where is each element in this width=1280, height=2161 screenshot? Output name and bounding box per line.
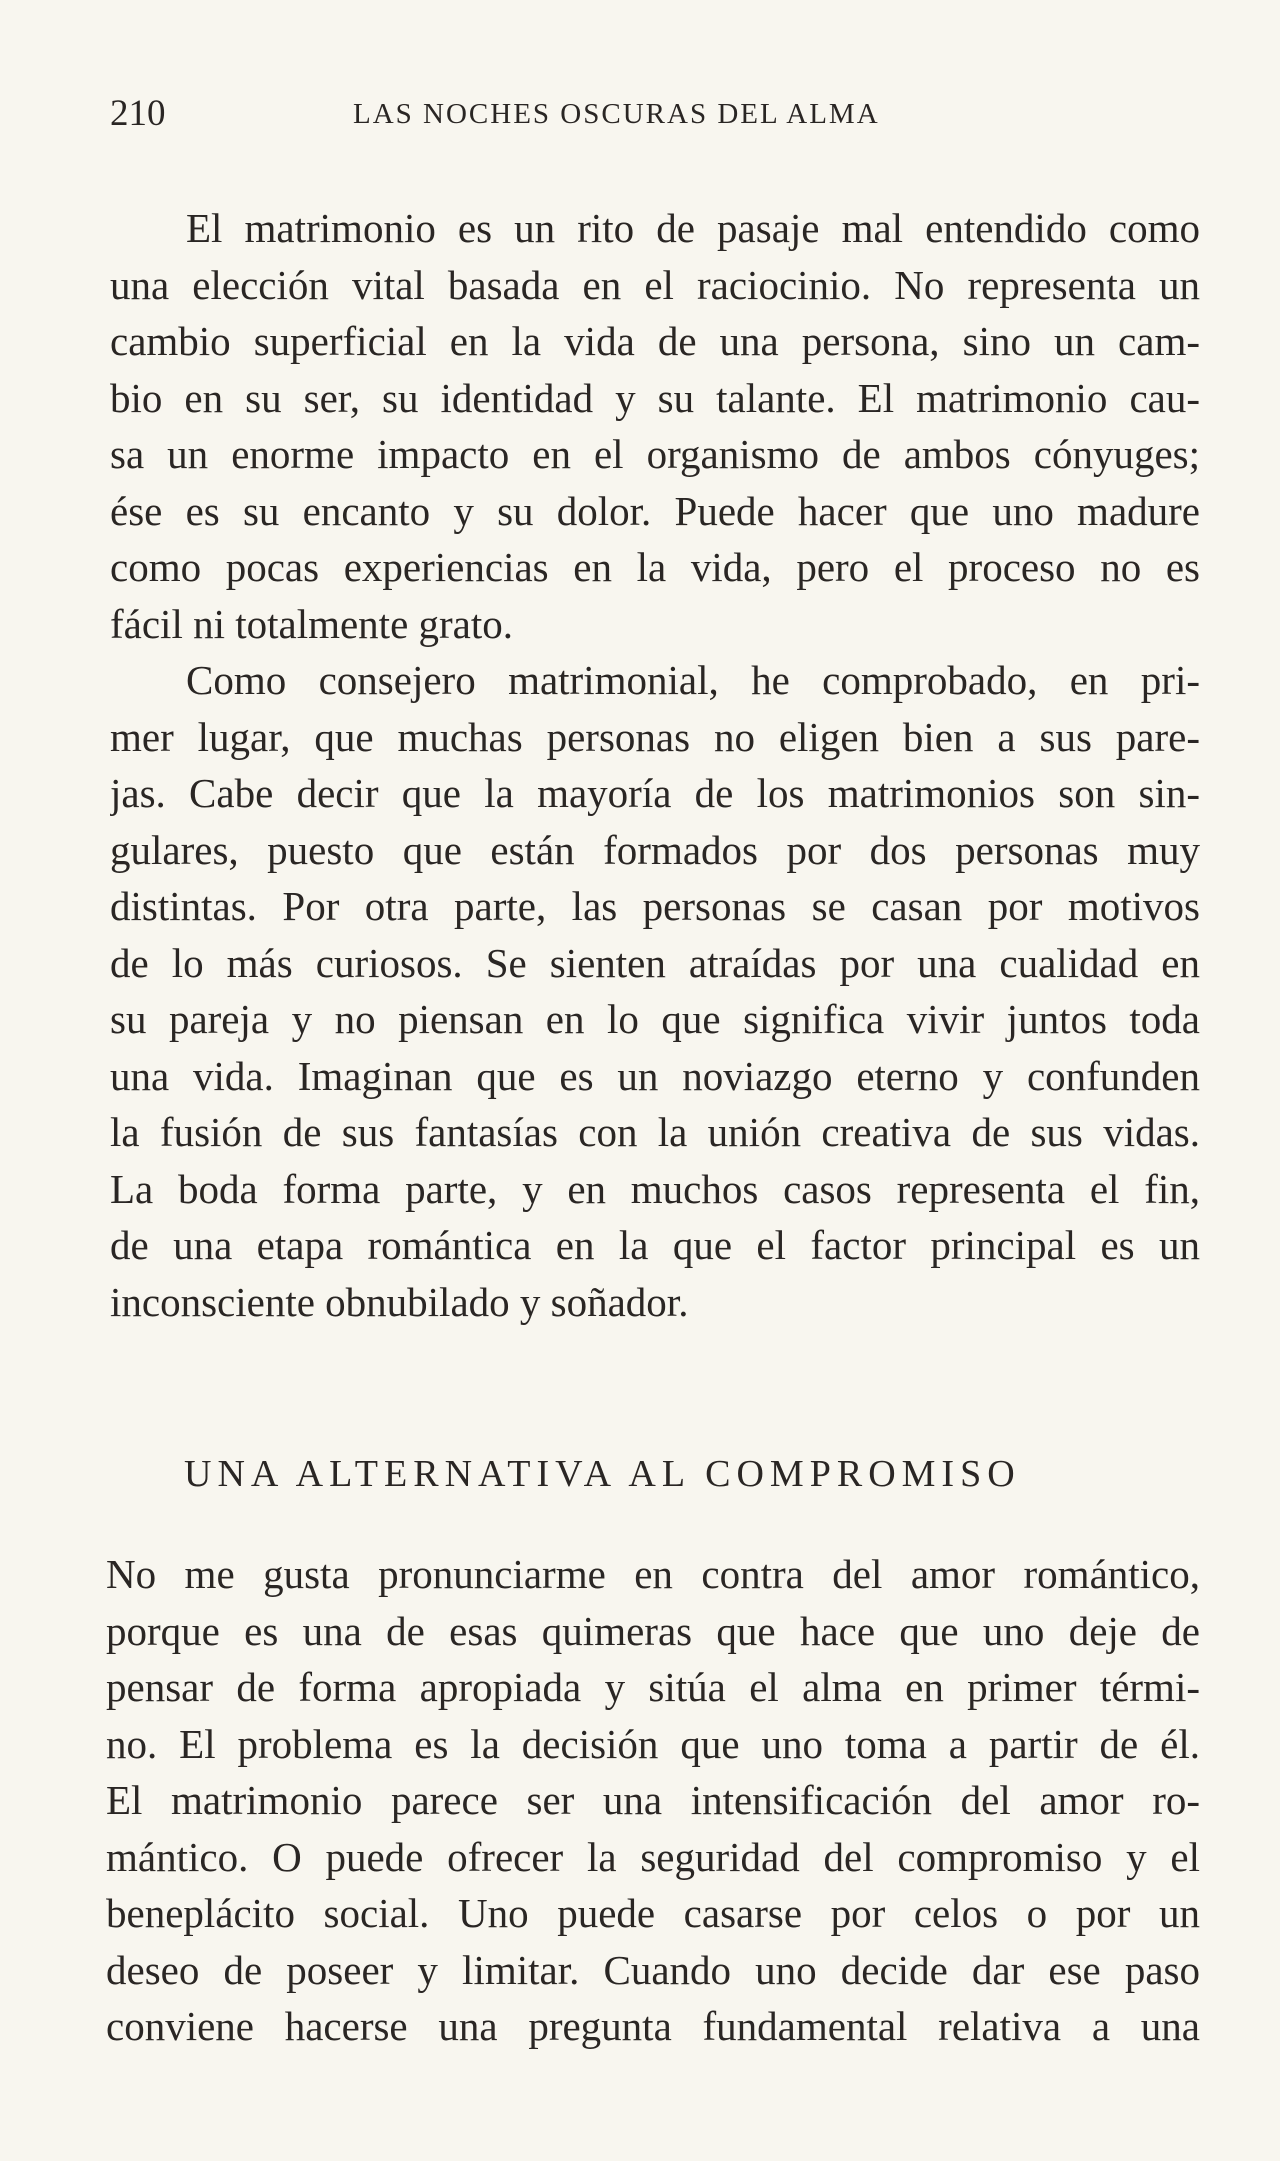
text-line: fácil ni totalmente grato.	[110, 600, 514, 647]
text-line: sa un enorme impacto en el organismo de ambos cónyuges;	[110, 431, 1200, 477]
text-line: jas. Cabe decir que la mayoría de los matrimonios son sin-	[110, 770, 1200, 816]
text-line: Como consejero matrimonial, he comprobado, en pri-	[186, 657, 1200, 703]
text-line: deseo de poseer y limitar. Cuando uno decide dar ese paso	[106, 1946, 1200, 1993]
text-line: cambio superficial en la vida de una persona, sino un cam-	[110, 318, 1200, 364]
text-line: de una etapa romántica en la que el factor principal es un	[110, 1222, 1200, 1268]
text-line: pensar de forma apropiada y sitúa el alma en primer térmi-	[106, 1664, 1200, 1710]
text-line: conviene hacerse una pregunta fundamental relativa a una	[106, 2003, 1200, 2049]
section-heading: UNA ALTERNATIVA AL COMPROMISO	[184, 1453, 1021, 1495]
paragraph-3	[106, 1546, 1200, 2055]
text-line: una vida. Imaginan que es un noviazgo eterno y confunden	[110, 1052, 1200, 1099]
text-line: como pocas experiencias en la vida, pero el proceso no es	[110, 544, 1200, 590]
page-number: 210	[110, 93, 166, 134]
running-title: LAS NOCHES OSCURAS DEL ALMA	[353, 98, 880, 130]
text-line: no. El problema es la decisión que uno toma a partir de él.	[106, 1720, 1200, 1767]
text-line: ése es su encanto y su dolor. Puede hacer que uno madure	[110, 487, 1200, 534]
text-line: su pareja y no piensan en lo que significa vivir juntos toda	[110, 996, 1200, 1042]
text-line: bio en su ser, su identidad y su talante. El matrimonio cau-	[110, 374, 1200, 421]
paragraph-2	[110, 652, 1200, 1330]
text-line: El matrimonio parece ser una intensificación del amor ro-	[106, 1777, 1200, 1823]
text-line: mer lugar, que muchas personas no eligen bien a sus pare-	[110, 713, 1200, 760]
text-line: una elección vital basada en el raciocinio. No representa un	[110, 261, 1200, 308]
text-line: mántico. O puede ofrecer la seguridad del compromiso y el	[106, 1833, 1200, 1880]
text-line: La boda forma parte, y en muchos casos representa el fin,	[110, 1165, 1200, 1212]
text-line: El matrimonio es un rito de pasaje mal entendido como	[186, 205, 1200, 251]
text-line: No me gusta pronunciarme en contra del amor romántico,	[106, 1551, 1200, 1597]
text-line: beneplácito social. Uno puede casarse por celos o por un	[106, 1890, 1200, 1936]
paragraph-1	[110, 200, 1200, 652]
text-line: gulares, puesto que están formados por dos personas muy	[110, 826, 1200, 873]
text-line: de lo más curiosos. Se sienten atraídas por una cualidad en	[110, 939, 1200, 986]
page-header	[110, 84, 1210, 144]
text-line: inconsciente obnubilado y soñador.	[110, 1278, 689, 1325]
text-line: la fusión de sus fantasías con la unión creativa de sus vidas.	[110, 1109, 1200, 1155]
text-line: distintas. Por otra parte, las personas se casan por motivos	[110, 883, 1200, 929]
text-line: porque es una de esas quimeras que hace que uno deje de	[106, 1607, 1200, 1654]
